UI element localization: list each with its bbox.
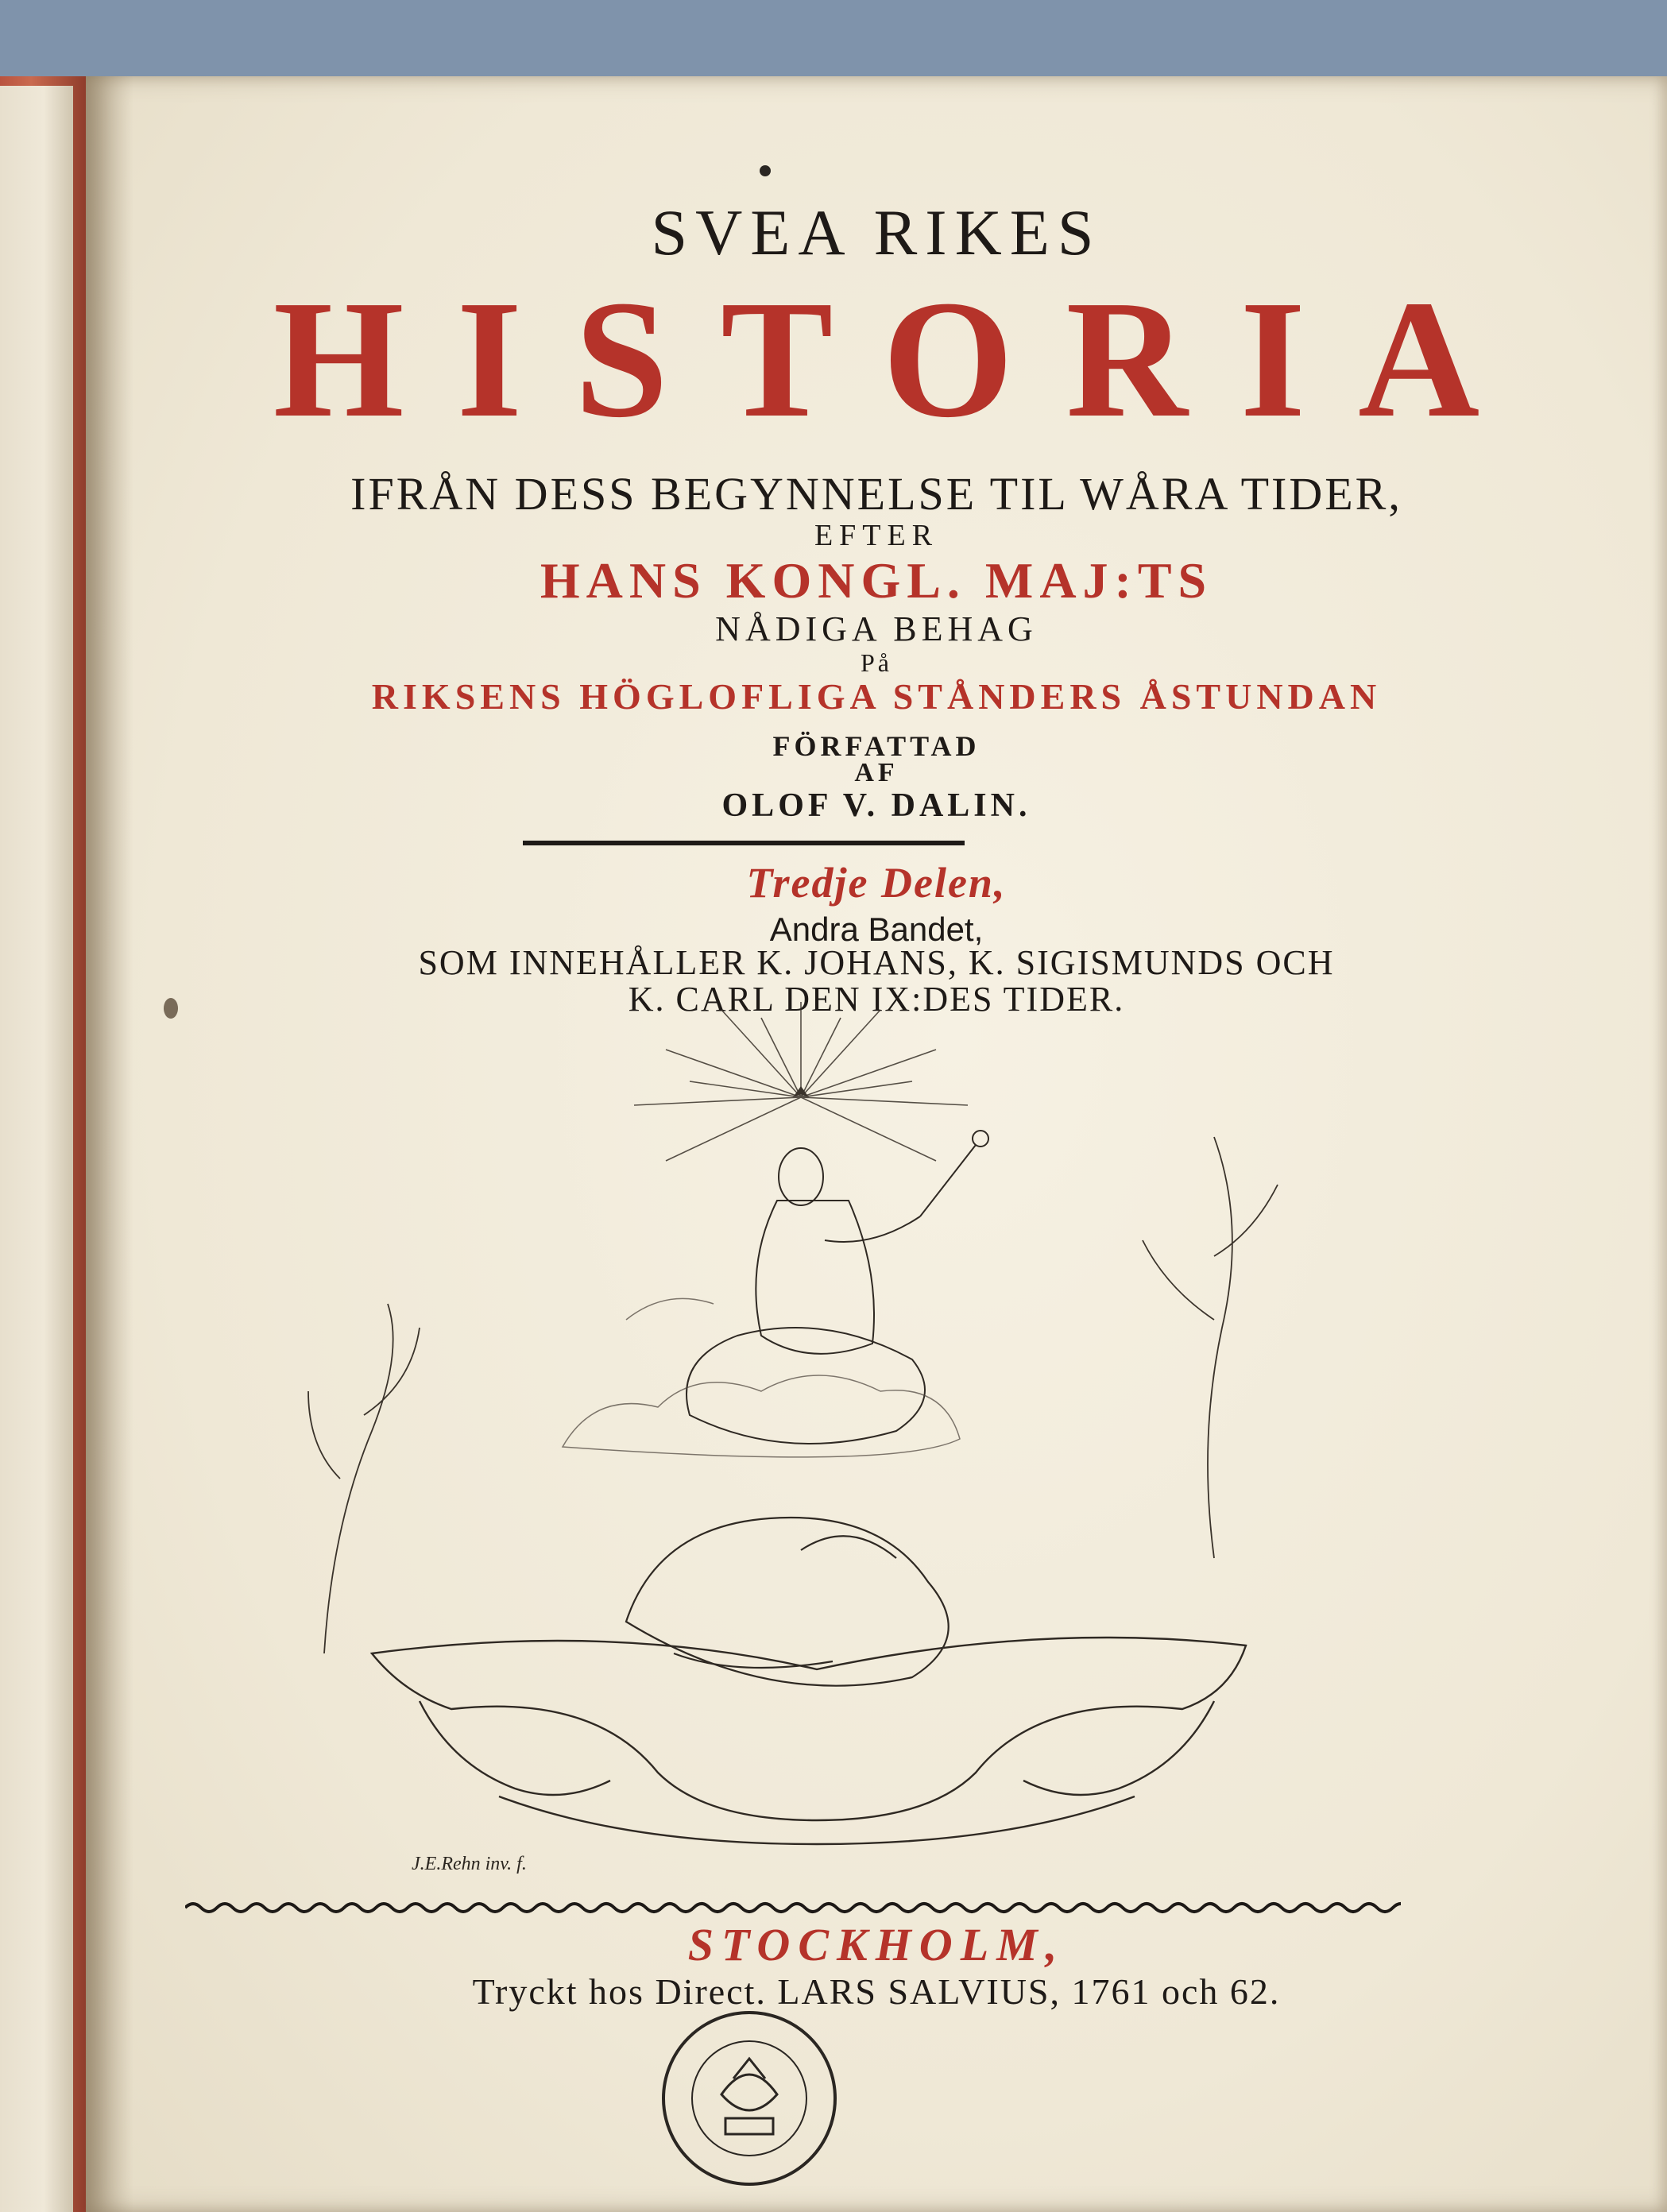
title-line-svea-rikes: SVEA RIKES bbox=[651, 196, 1102, 269]
subtitle-line: IFRÅN DESS BEGYNNELSE TIL WÅRA TIDER, bbox=[350, 468, 1402, 520]
ornamental-base bbox=[372, 1638, 1246, 1844]
lion bbox=[626, 1518, 949, 1686]
riksens-line: RIKSENS HÖGLOFLIGA STÅNDERS ÅSTUNDAN bbox=[371, 676, 1382, 717]
vignette-engraving bbox=[292, 1002, 1341, 1892]
place-line: STOCKHOLM, bbox=[687, 1919, 1066, 1970]
clouds bbox=[563, 1298, 960, 1457]
hans-kongl-line: HANS KONGL. MAJ:TS bbox=[540, 552, 1213, 609]
title-historia: HISTORIA bbox=[273, 265, 1533, 452]
left-page-edge bbox=[0, 86, 73, 2212]
pa-line: På bbox=[861, 648, 892, 677]
contents-line: SOM INNEHÅLLER K. JOHANS, K. SIGISMUNDS OCH bbox=[418, 943, 1335, 982]
nadiga-behag-line: NÅDIGA BEHAG bbox=[715, 609, 1038, 648]
wavy-rule bbox=[185, 1896, 1401, 1920]
efter-line: EFTER bbox=[814, 519, 939, 552]
tree bbox=[1143, 1137, 1278, 1558]
title-page bbox=[86, 76, 1667, 2212]
divider-rule bbox=[523, 841, 965, 845]
foliage-left bbox=[308, 1304, 420, 1653]
author-line: OLOF V. DALIN. bbox=[721, 787, 1031, 824]
imprint-line: Tryckt hos Direct. LARS SALVIUS, 1761 och 62. bbox=[472, 1971, 1281, 2012]
volume-line: Tredje Delen, bbox=[746, 859, 1007, 907]
af-line: AF bbox=[854, 758, 899, 787]
star-rays bbox=[634, 1002, 968, 1161]
allegorical-figure bbox=[687, 1131, 988, 1444]
forfattad-line: FÖRFATTAD bbox=[772, 730, 980, 762]
foxing-spot bbox=[164, 998, 178, 1019]
contents-line-2: K. CARL DEN IX:DES TIDER. bbox=[628, 980, 1125, 1019]
library-stamp bbox=[658, 2007, 841, 2190]
band-line: Andra Bandet, bbox=[769, 911, 984, 948]
ink-dot bbox=[760, 165, 771, 176]
engraver-signature: J.E.Rehn inv. f. bbox=[412, 1854, 527, 1874]
